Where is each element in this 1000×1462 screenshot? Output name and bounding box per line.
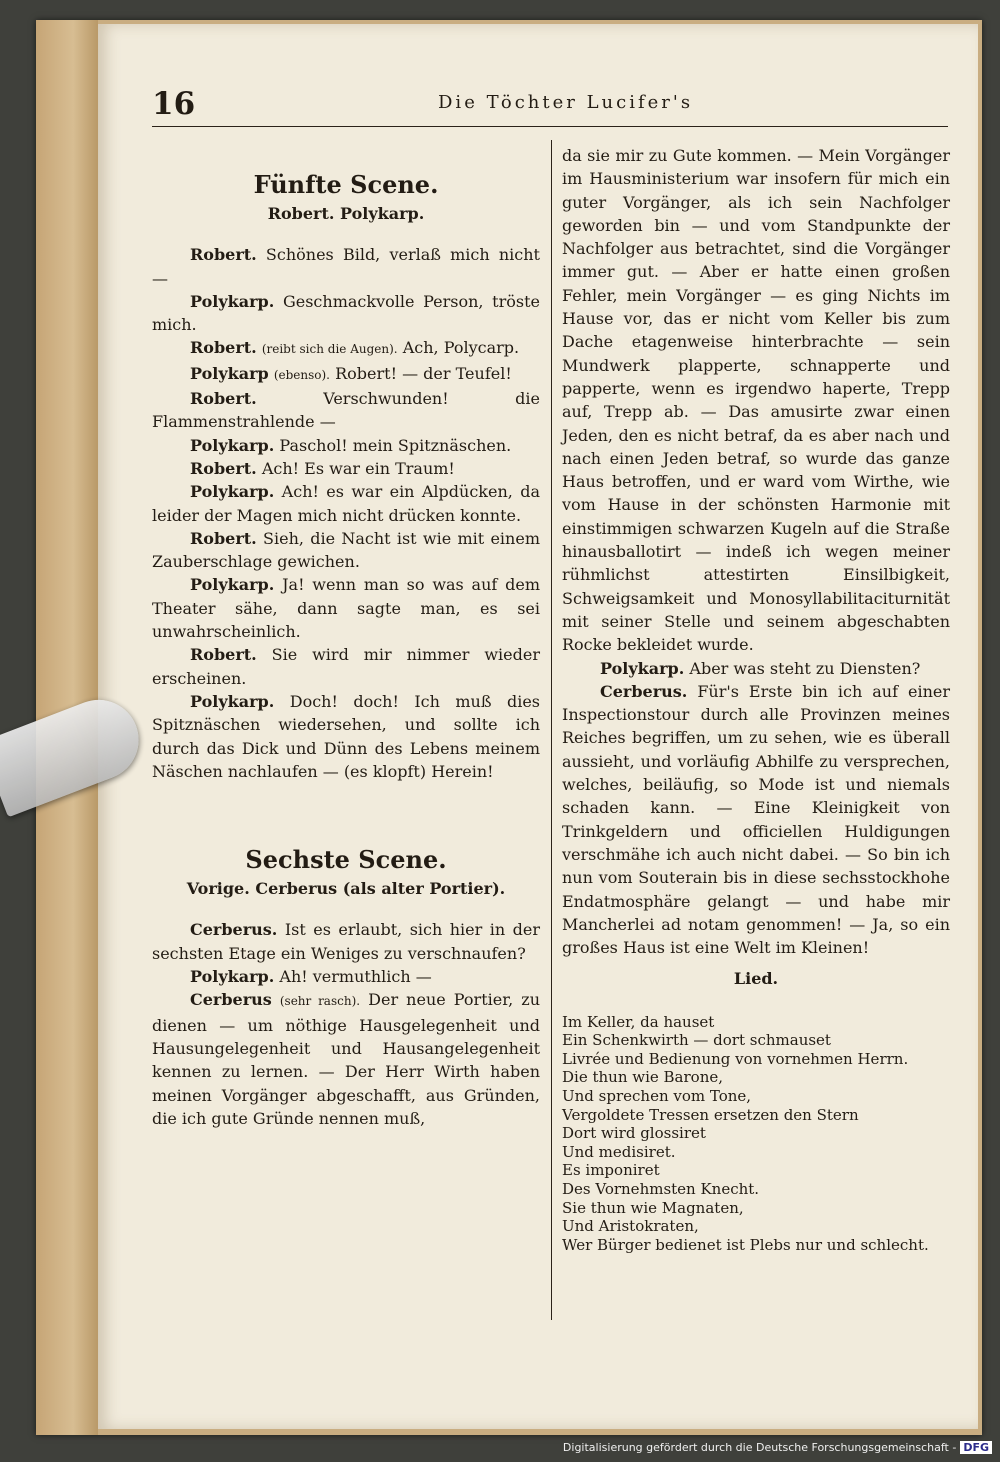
- speaker: Cerberus: [190, 990, 272, 1010]
- dialogue-text: Ach, Polycarp.: [402, 338, 520, 358]
- dialogue-line: [152, 434, 540, 457]
- dialogue-text: Ach! es war ein Alpdücken, da leider der Magen mich nicht drücken konnte.: [152, 482, 540, 525]
- verse-line: Die thun wie Barone,: [562, 1068, 724, 1087]
- verse-line: Vergoldete Tressen ersetzen den Stern: [562, 1105, 859, 1124]
- verse-line: Im Keller, da hauset: [562, 1012, 715, 1031]
- speaker: Robert.: [190, 458, 257, 478]
- verse-line: Sie thun wie Magnaten,: [562, 1198, 744, 1217]
- song-title: Lied.: [733, 969, 779, 989]
- verse-line: Ein Schenkwirth — dort schmauset: [562, 1031, 831, 1050]
- speaker: Robert.: [190, 338, 257, 358]
- scene-title: Sechste Scene.: [245, 845, 447, 875]
- speaker: Polykarp.: [190, 575, 275, 595]
- speaker: Polykarp.: [190, 691, 275, 711]
- dialogue-line: [562, 680, 950, 960]
- speaker: Polykarp.: [190, 291, 275, 311]
- dialogue-text: Ah! vermuthlich —: [279, 967, 432, 987]
- left-column: [152, 170, 540, 1130]
- dialogue-text: Doch! doch! Ich muß dies Spitznäschen wiedersehen, und sollte ich durch das Dick und Dünn des Lebens meinem Näschen nachlaufen — (es klopft) Herein!: [152, 691, 540, 781]
- page-header: [152, 86, 950, 122]
- verse-line: Des Vornehmsten Knecht.: [562, 1180, 760, 1199]
- cast-list: Vorige. Cerberus (als alter Portier).: [186, 879, 506, 899]
- dialogue-line: [152, 387, 540, 434]
- continuation-text: da sie mir zu Gute kommen. — Mein Vorgänger im Hausministerium war insofern für mich ein guter Vorgänger, als ich sein Nachfolger geworden bin — und vom Standpunkte der Nachfolger aus betrachtet, sind die Vorgänger immer gut. — Aber er hatte einen großen Fehler, mein Vorgänger — es ging Nichts im Hause vor, das er nicht vom Keller bis zum Dache etagenweise hinterbrachte — sein Mundwerk plapperte, schnapperte und papperte, wenn es irgendwo haperte, Trepp auf, Trepp ab. — Das amusirte zwar einen Jeden, den es nicht betraf, da es aber nach und nach einen Jeden betraf, so wurde das ganze Haus betroffen, und er ward vom Wirthe, wie vom Hause in der schönsten Harmonie mit einstimmigen schwarzen Kugeln auf die Straße hinausballotirt — indeß ich wegen meiner rühmlichst attestirten Einsilbigkeit, Schweigsamkeit und Monosyllabilitaciturnität mit seiner Stelle und seinem abgeschabten Rocke bekleidet wurde.: [562, 146, 950, 655]
- column-divider: [551, 140, 552, 1320]
- dialogue-line: [152, 243, 540, 290]
- dialogue-text: Paschol! mein Spitznäschen.: [279, 435, 512, 455]
- stage-direction: (sehr rasch).: [279, 994, 361, 1009]
- right-column: [562, 144, 950, 1254]
- dialogue-line: [152, 336, 540, 361]
- dialogue-text: Verschwunden! die Flammenstrahlende —: [152, 389, 540, 432]
- dialogue-line: [562, 657, 950, 680]
- running-title: Die Töchter Lucifer's: [438, 92, 694, 113]
- speaker: Robert.: [190, 645, 257, 665]
- dialogue-line: [152, 480, 540, 527]
- page-number: 16: [152, 86, 196, 122]
- dialogue-text: Robert! — der Teufel!: [335, 363, 512, 383]
- speaker: Polykarp.: [190, 435, 275, 455]
- dialogue-line: [152, 918, 540, 965]
- dialogue-text: Der neue Portier, zu dienen — um nöthige Hausgelegenheit und Hausungelegenheit und Hausangelegenheit kennen zu lernen. — Der Herr Wirth haben meinen Vorgänger abgeschafft, aus Gründen, die ich gute Gründe nennen muß,: [152, 990, 541, 1128]
- verse-line: Und sprechen vom Tone,: [562, 1087, 752, 1106]
- speaker: Polykarp.: [190, 482, 275, 502]
- dialogue-text: Ja! wenn man so was auf dem Theater sähe, dann sagte man, es sei unwahrscheinlich.: [152, 575, 541, 642]
- verse-line: Es imponiret: [562, 1161, 660, 1180]
- dialogue-line: [152, 527, 540, 574]
- verse-line: Und Aristokraten,: [562, 1217, 699, 1236]
- speaker: Polykarp.: [190, 967, 275, 987]
- dialogue-text: Aber was steht zu Diensten?: [689, 658, 921, 678]
- dfg-logo: DFG: [960, 1441, 992, 1454]
- dialogue-line: [152, 362, 540, 387]
- speaker: Polykarp.: [600, 658, 685, 678]
- dialogue-text: Sie wird mir nimmer wieder erscheinen.: [152, 645, 540, 688]
- dialogue-line: [152, 643, 540, 690]
- speaker: Cerberus.: [600, 681, 688, 701]
- dialogue-text: Ach! Es war ein Traum!: [261, 458, 455, 478]
- dialogue-line: [152, 690, 540, 783]
- dialogue-line: [152, 290, 540, 337]
- footer: [563, 1441, 992, 1454]
- verse-line: Und medisiret.: [562, 1142, 676, 1161]
- header-rule: [152, 126, 948, 127]
- dialogue-line: [152, 988, 540, 1130]
- dialogue-text: Für's Erste bin ich auf einer Inspectionstour durch alle Provinzen meines Reiches begriffen, um zu sehen, wie es überall aussieht, und vorläufig Abhilfe zu versprechen, welches, beiläufig, so Mode ist und niemals schaden kann. — Eine Kleinigkeit von Trinkgeldern und officiellen Huldigungen verschmähe ich auch nicht dabei. — So bin ich nun vom Souterain bis in diese sechsstockhohe Endatmosphäre gelangt — und habe mir Mancherlei ad notam genommen! — Ja, so ein großes Haus ist eine Welt im Kleinen!: [562, 681, 950, 958]
- stage-direction: (ebenso).: [273, 367, 330, 382]
- dialogue-line: [152, 573, 540, 643]
- speaker: Robert.: [190, 528, 257, 548]
- scene-gap: [152, 783, 540, 845]
- dialogue-text: Ist es erlaubt, sich hier in der sechsten Etage ein Weniges zu verschnaufen?: [152, 920, 540, 963]
- stage-direction: (reibt sich die Augen).: [261, 342, 398, 357]
- footer-text: Digitalisierung gefördert durch die Deutsche Forschungsgemeinschaft -: [562, 1441, 957, 1454]
- dialogue-line: [152, 965, 540, 988]
- verse-line: Dort wird glossiret: [562, 1124, 706, 1143]
- verse-line: Livrée und Bedienung von vornehmen Herrn.: [562, 1049, 909, 1068]
- verse-line: Wer Bürger bedienet ist Plebs nur und schlecht.: [562, 1235, 929, 1254]
- speaker: Cerberus.: [190, 920, 278, 940]
- song-verse: [562, 1013, 950, 1255]
- speaker: Robert.: [190, 389, 257, 409]
- speaker: Robert.: [190, 245, 257, 265]
- dialogue-line: [152, 457, 540, 480]
- dialogue-text: Schönes Bild, verlaß mich nicht —: [152, 245, 540, 288]
- dialogue-text: Geschmackvolle Person, tröste mich.: [152, 291, 540, 335]
- cast-list: Robert. Polykarp.: [267, 204, 425, 223]
- dialogue-text: Sieh, die Nacht ist wie mit einem Zauberschlage gewichen.: [152, 528, 540, 572]
- speaker: Polykarp: [190, 363, 269, 383]
- scene-title: Fünfte Scene.: [253, 170, 439, 199]
